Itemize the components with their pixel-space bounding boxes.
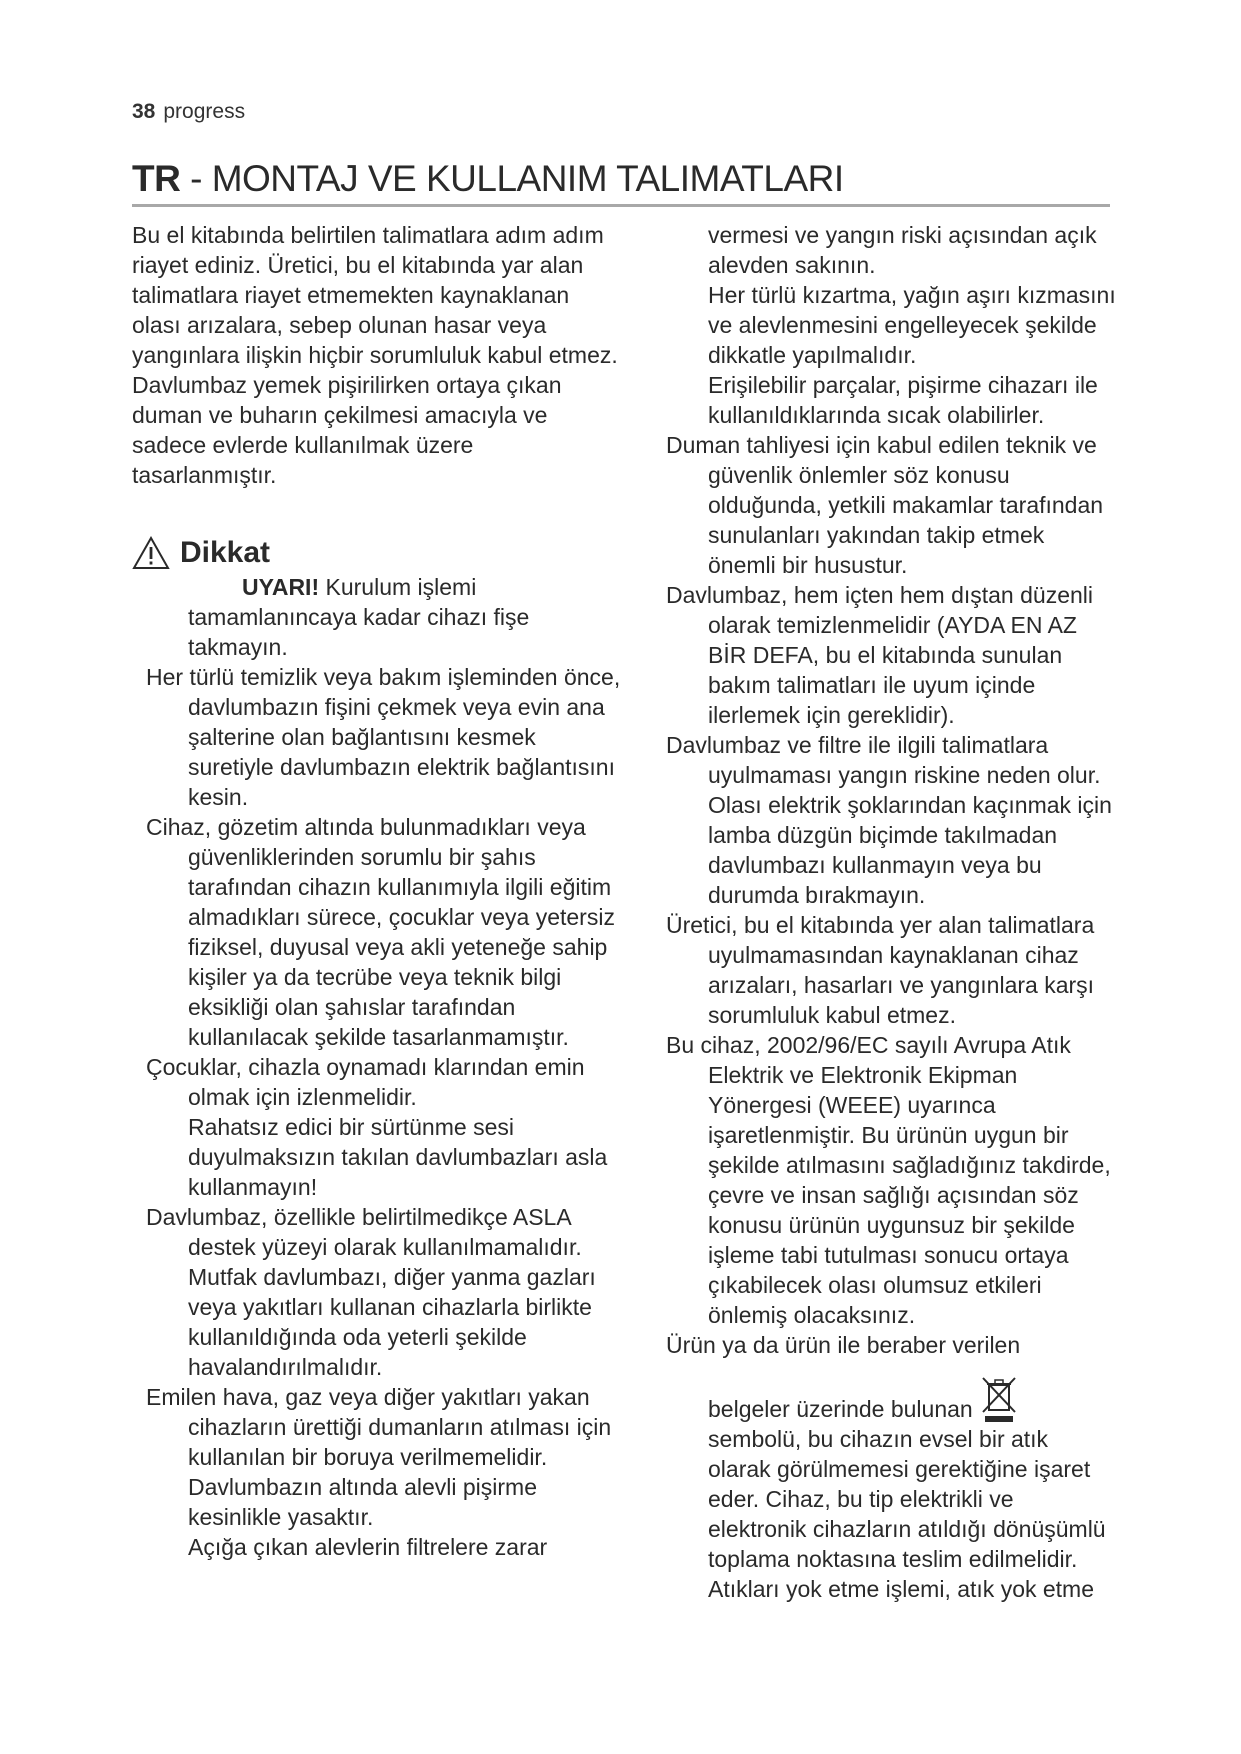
weee-symbol-line (652, 1376, 1117, 1424)
safety-paragraph: vermesi ve yangın riski açısından açık alevden sakının. (708, 222, 1097, 278)
language-code: TR (132, 158, 181, 199)
safety-paragraph: Davlumbaz ve filtre ile ilgili talimatlara uyulmaması yangın riskine neden olur. (666, 732, 1101, 788)
safety-paragraph: Erişilebilir parçalar, pişirme cihazarı ile kullanıldıklarında sıcak olabilirler. (708, 372, 1098, 428)
safety-paragraph: Davlumbazın altında alevli pişirme kesinlikle yasaktır. (188, 1474, 537, 1530)
uyari-continuation: tamamlanıncaya kadar cihazı fişe takmayın. (188, 604, 530, 660)
weee-symbol-text: belgeler üzerinde bulunan (708, 1396, 973, 1422)
warning-triangle-icon (132, 536, 170, 570)
crossed-bin-icon (981, 1376, 1017, 1424)
left-column (132, 220, 622, 1562)
uyari-label: UYARI! (242, 574, 320, 600)
page-number: 38 (132, 100, 156, 123)
warning-heading (132, 536, 622, 570)
safety-paragraph: Rahatsız edici bir sürtünme sesi duyulmaksızın takılan davlumbazları asla kullanmayın! (188, 1114, 608, 1200)
safety-paragraph: Duman tahliyesi için kabul edilen teknik ve güvenlik önlemler söz konusu olduğunda, yetkili makamlar tarafından sunulanları yakından takip etmek önemli bir husustur. (666, 432, 1104, 578)
safety-paragraph: Üretici, bu el kitabında yer alan talimatlara uyulmamasından kaynaklanan cihaz arızaları, hasarları ve yangınlara karşı sorumluluk kabul etmez. (666, 912, 1095, 1028)
safety-paragraph: Çocuklar, cihazla oynamadı klarından emin olmak için izlenmelidir. (146, 1054, 585, 1110)
right-column (652, 220, 1117, 1604)
warning-title: Dikkat (180, 536, 271, 569)
safety-paragraph: Davlumbaz, hem içten hem dıştan düzenli olarak temizlenmelidir (AYDA EN AZ BİR DEFA, bu el kitabında sunulan bakım talimatları ile uyum içinde ilerlemek için gereklidir). (666, 582, 1093, 728)
safety-paragraph: Açığa çıkan alevlerin filtrelere zarar (188, 1534, 548, 1560)
page-header (132, 100, 245, 124)
safety-paragraph: Olası elektrik şoklarından kaçınmak için lamba düzgün biçimde takılmadan davlumbazı kullanmayın veya bu durumda bırakmayın. (708, 792, 1112, 908)
safety-paragraph: Mutfak davlumbazı, diğer yanma gazları veya yakıtları kullanan cihazlarla birlikte kullanıldığında oda yeterli şekilde havalandırılmalıdır. (188, 1264, 596, 1380)
weee-paragraph-cont: sembolü, bu cihazın evsel bir atık olarak görülmemesi gerektiğine işaret eder. Cihaz, bu tip elektrikli ve elektronik cihazların atıldığı dönüşümlü toplama noktasına teslim edilmelidir. Atıkları yok etme işlemi, atık yok etme (708, 1426, 1106, 1602)
intro-paragraph: Bu el kitabında belirtilen talimatlara adım adım riayet ediniz. Üretici, bu el kitabında yar alan talimatlara riayet etmemekten kaynaklanan olası arızalara, sebep olunan hasar veya yangınlara ilişkin hiçbir sorumluluk kabul etmez. Davlumbaz yemek pişirilirken ortaya çıkan duman ve buharın çekilmesi amacıyla ve sadece evlerde kullanılmak üzere tasarlanmıştır. (132, 222, 618, 488)
uyari-text: Kurulum işlemi (319, 574, 477, 600)
page-title (132, 158, 1110, 207)
safety-paragraph: Her türlü kızartma, yağın aşırı kızmasını ve alevlenmesini engelleyecek şekilde dikkatle yapılmalıdır. (708, 282, 1116, 368)
safety-paragraph: Emilen hava, gaz veya diğer yakıtları yakan cihazların ürettiği dumanların atılması için kullanılan bir boruya verilmemelidir. (146, 1384, 612, 1470)
weee-intro-line: Ürün ya da ürün ile beraber verilen (666, 1332, 1021, 1358)
brand-name: progress (163, 100, 246, 123)
safety-paragraph: Davlumbaz, özellikle belirtilmedikçe ASLA destek yüzeyi olarak kullanılmamalıdır. (146, 1204, 582, 1260)
uyari-line (132, 572, 622, 602)
safety-paragraph: Cihaz, gözetim altında bulunmadıkları veya güvenliklerinden sorumlu bir şahıs tarafından cihazın kullanımıyla ilgili eğitim almadıkları sürece, çocuklar veya yetersiz fiziksel, duyusal veya akli yeteneğe sahip kişiler ya da tecrübe veya teknik bilgi eksikliği olan şahıslar tarafından kullanılacak şekilde tasarlanmamıştır. (146, 814, 615, 1050)
weee-paragraph: Bu cihaz, 2002/96/EC sayılı Avrupa Atık Elektrik ve Elektronik Ekipman Yönergesi (WEEE) uyarınca işaretlenmiştir. Bu ürünün uygun bir şekilde atılmasını sağladığınız takdirde, çevre ve insan sağlığı açısından söz konusu ürünün uygunsuz bir şekilde işleme tabi tutulması sonucu ortaya çıkabilecek olası olumsuz etkileri önlemiş olacaksınız. (666, 1032, 1111, 1328)
title-text: - MONTAJ VE KULLANIM TALIMATLARI (180, 158, 844, 199)
safety-paragraph: Her türlü temizlik veya bakım işleminden önce, davlumbazın fişini çekmek veya evin ana şalterine olan bağlantısını kesmek suretiyle davlumbazın elektrik bağlantısını kesin. (146, 664, 621, 810)
